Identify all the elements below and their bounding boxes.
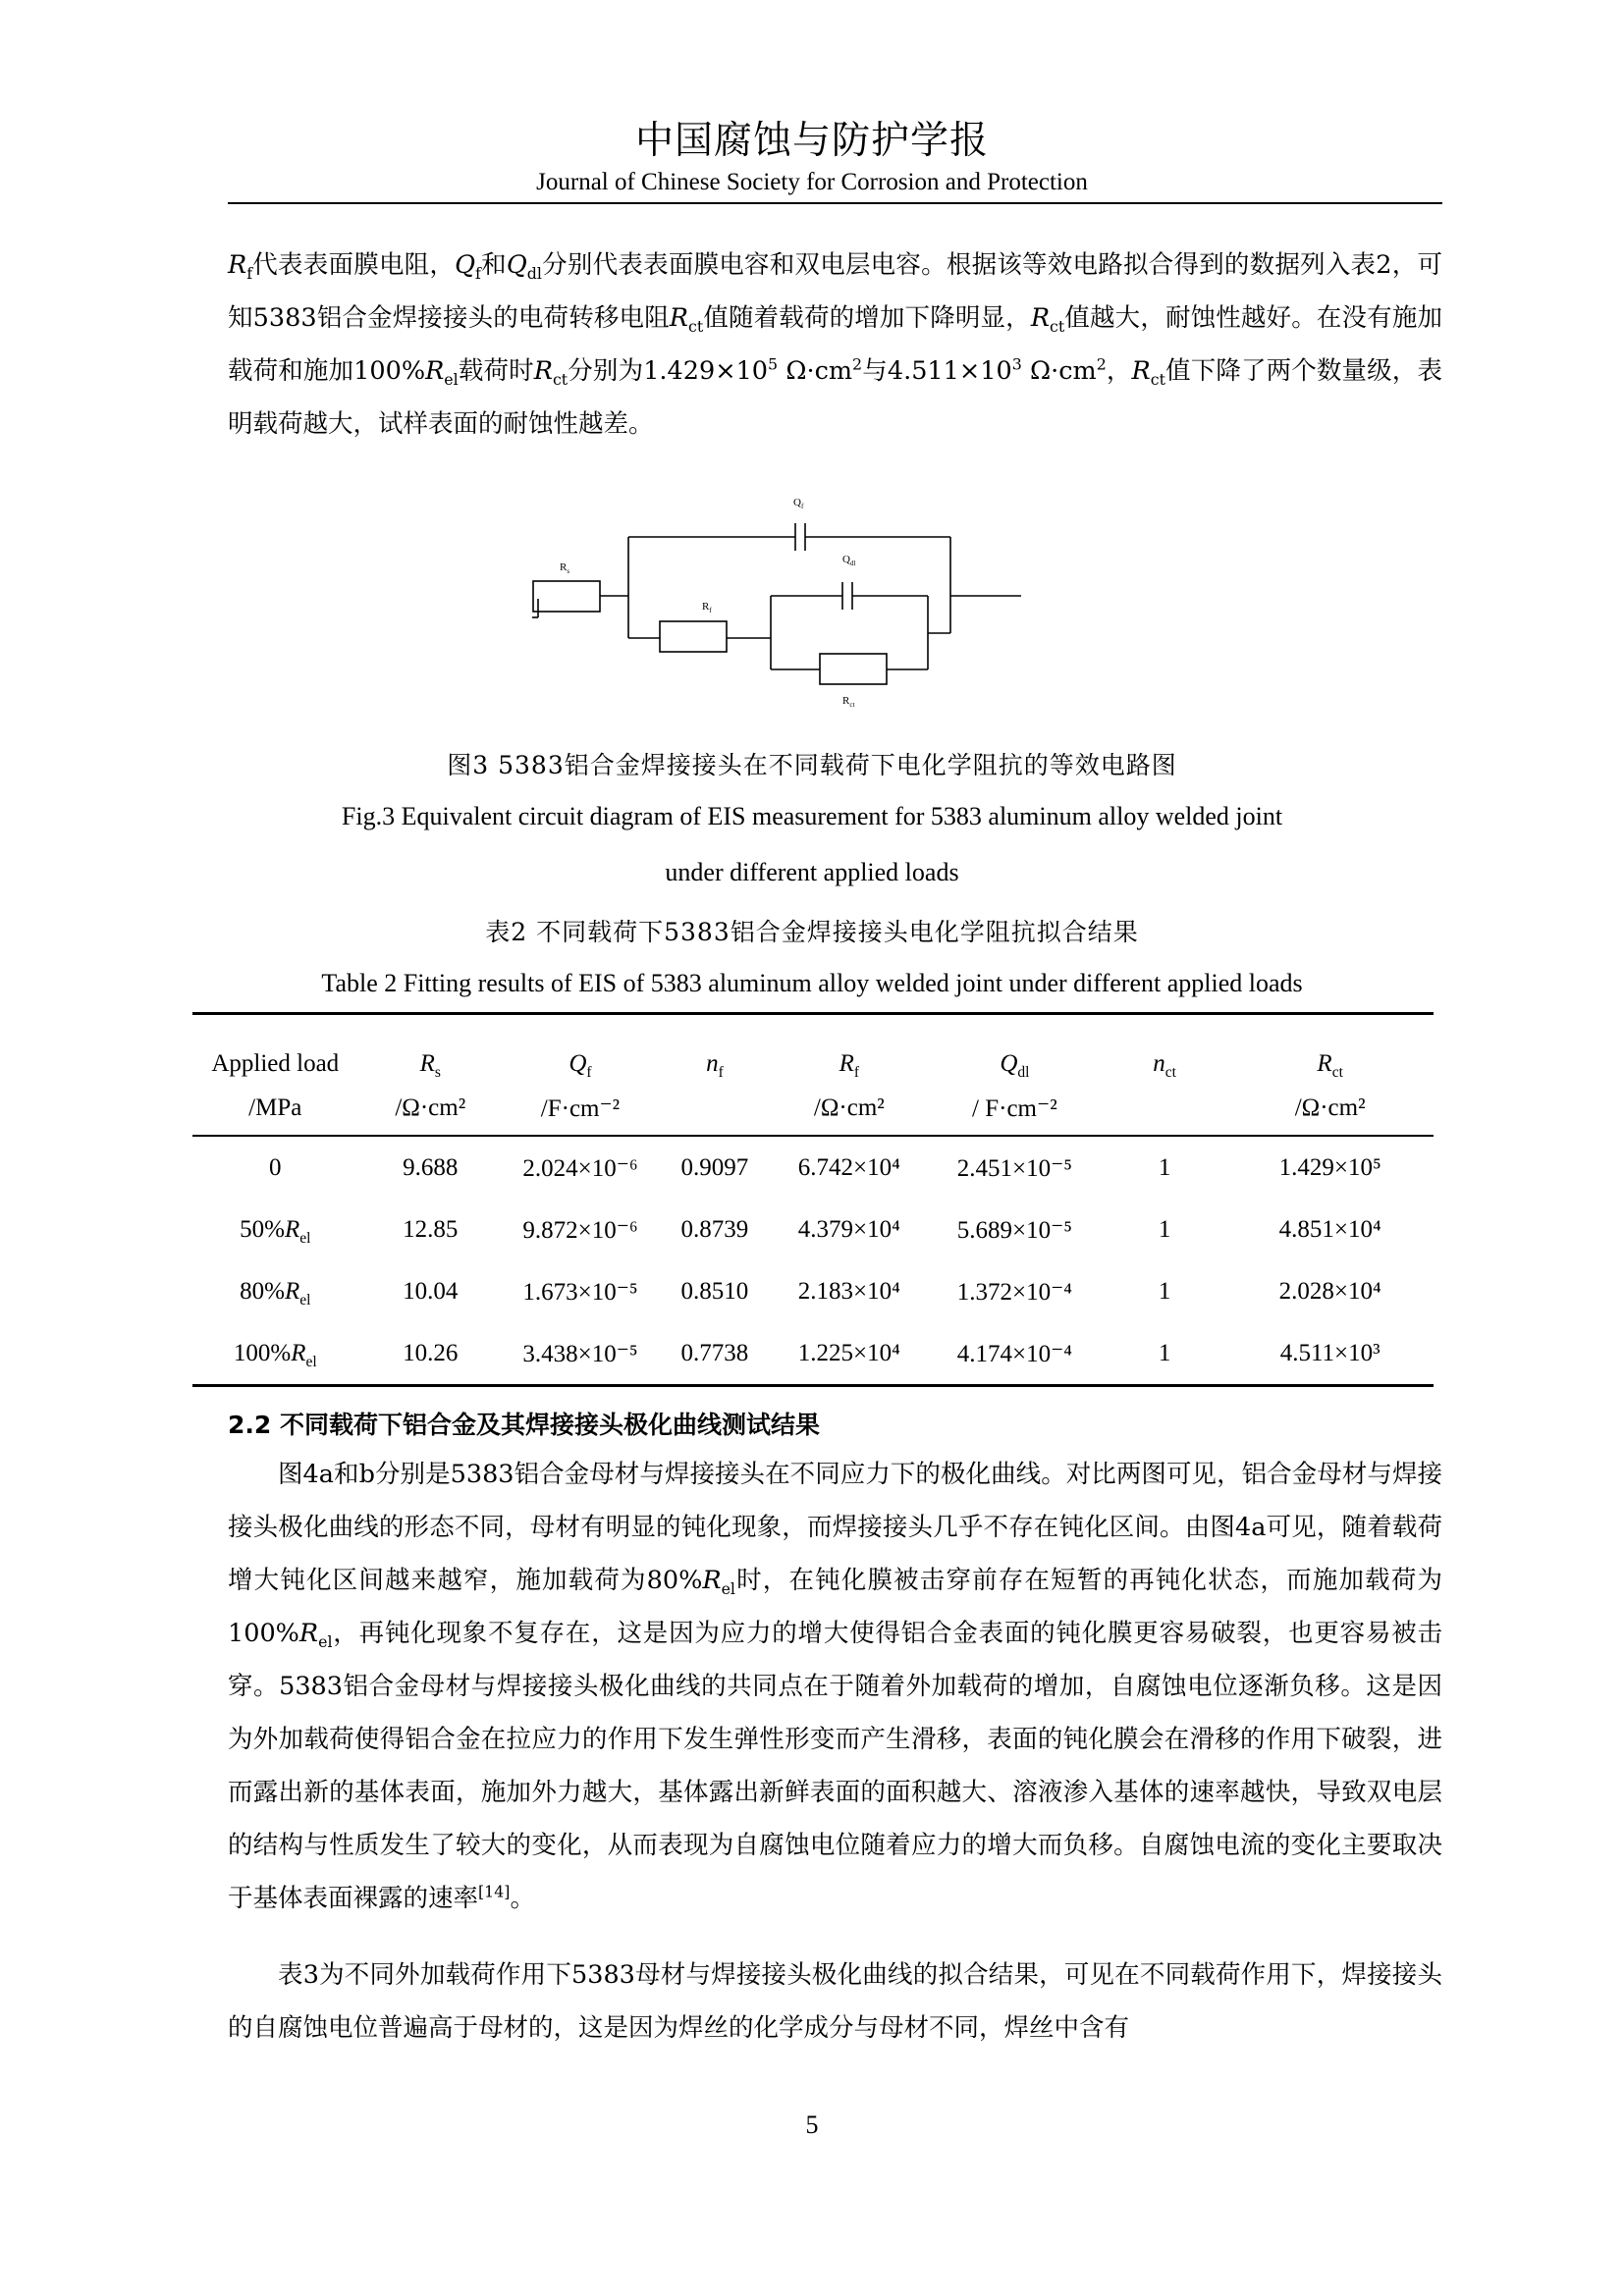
header-applied-load: Applied load [192,1014,358,1083]
table-row [192,1322,1434,1386]
exponent: 2 [852,354,863,374]
exponent: 5 [768,354,779,374]
figure-3-caption-cn: 图3 5383铝合金焊接接头在不同载荷下电化学阻抗的等效电路图 [447,751,1177,779]
header-qf: $Q_f$ [503,1014,658,1083]
header-rs: $R_s$ [358,1014,503,1083]
symbol-rel: R [425,356,445,386]
citation: [14] [478,1882,511,1901]
cell-nf: 0.9097 [680,1153,749,1181]
unit-cell: / F·cm⁻² [927,1082,1103,1136]
text-segment: 载荷时 [458,356,534,386]
cell-qdl: 1.372×10⁻⁴ [956,1278,1072,1306]
text-segment: ， [1106,356,1132,386]
header-qdl: $Q_{dl}$ [927,1014,1103,1083]
section-heading: 2.2 不同载荷下铝合金及其焊接接头极化曲线测试结果 [228,1411,820,1439]
header-rf: $R_f$ [772,1014,927,1083]
symbol-rel-sub: el [318,1632,333,1652]
resistor-rct [820,654,887,684]
cell-qf: 3.438×10⁻⁵ [503,1322,658,1386]
label-qdl: $Q_{dl}$ [842,554,856,567]
symbol-rf: R [228,250,247,280]
symbol-qf: Q [455,250,476,280]
page-number: 5 [805,2110,819,2139]
cell-nf: 0.7738 [658,1322,772,1386]
cell-rf: 6.742×10⁴ [797,1153,900,1181]
table-unit-row [192,1082,1434,1136]
cell-qdl: 2.451×10⁻⁵ [956,1154,1072,1182]
symbol-rel: R [702,1566,722,1595]
table-2-caption-en: Table 2 Fitting results of EIS of 5383 aluminum alloy welded joint under different applied loads [321,969,1303,997]
cell-rct: 4.511×10³ [1226,1322,1434,1386]
resistor-rf [660,621,727,652]
text-segment: 与4.511×10 [862,356,1012,386]
unit-cell [658,1082,772,1136]
text-segment: 时，在钝化膜被击穿前存在短暂的再钝化状态，而施加载荷为100% [228,1566,1442,1648]
table-header-row [192,1014,1434,1083]
cell-load: 0 [269,1153,282,1181]
symbol-rct-sub: ct [688,317,704,337]
symbol-qdl: Q [506,250,527,280]
paragraph-circuit-description [228,239,1442,451]
figure-3-caption-en-cont: under different applied loads [665,858,959,886]
symbol-rel-sub: el [721,1579,735,1599]
symbol-qf-sub: f [475,264,481,284]
symbol-rct-sub: ct [1150,370,1165,390]
text-segment: ，再钝化现象不复存在，这是因为应力的增大使得铝合金表面的钝化膜更容易破裂，也更容易被击穿。5383铝合金母材与焊接接头极化曲线的共同点在于随着外加载荷的增加，自腐蚀电位逐渐负移。这是因为外加载荷使得铝合金在拉应力的作用下发生弹性形变而产生滑移，表面的钝化膜会在滑移的作用下破裂，进而露出新的基体表面，施加外力越大，基体露出新鲜表面的面积越大、溶液渗入基体的速率越快，导致双电层的结构与性质发生了较大的变化，从而表现为自腐蚀电位随着应力的增大而负移。自腐蚀电流的变化主要取决于基体表面裸露的速率 [228,1619,1442,1913]
text-segment: 和 [480,250,507,280]
symbol-rct-sub: ct [552,370,568,390]
table-row [192,1260,1434,1322]
label-rf: $R_f$ [702,601,712,614]
unit-cell: /Ω·cm² [1226,1082,1434,1136]
label-qf: $Q_f$ [793,497,804,510]
header-rct: $R_{ct}$ [1226,1014,1434,1083]
cell-rf: 1.225×10⁴ [772,1322,927,1386]
table-2 [192,1012,1434,1387]
cell-nct: 1 [1158,1215,1171,1243]
table-row [192,1199,1434,1260]
text-segment: Ω·cm [778,356,853,386]
cell-rf: 4.379×10⁴ [797,1215,900,1243]
cell-rs: 10.26 [358,1322,503,1386]
text-segment: Ω·cm [1021,356,1097,386]
exponent: 2 [1096,354,1107,374]
cell-rct: 4.851×10⁴ [1278,1215,1381,1243]
cell-qf: 9.872×10⁻⁶ [522,1216,638,1244]
header-divider [228,202,1442,204]
journal-title-en: Journal of Chinese Society for Corrosion and Protection [536,169,1088,195]
label-rs: $R_s$ [560,561,570,575]
symbol-rct: R [669,303,688,333]
cell-load: $100\%R_{el}$ [192,1322,358,1386]
cell-nct: 1 [1158,1277,1171,1305]
cell-nct: 1 [1103,1322,1226,1386]
paragraph-polarization [228,1448,1442,1925]
cell-load: $80\%R_{el}$ [240,1277,311,1308]
cell-rs: 9.688 [403,1153,459,1181]
cell-qf: 2.024×10⁻⁶ [522,1154,638,1182]
exponent: 3 [1011,354,1022,374]
cell-nf: 0.8510 [680,1277,749,1305]
symbol-rct-sub: ct [1050,317,1065,337]
header-nf: $n_f$ [658,1014,772,1083]
table-2-caption-cn: 表2 不同载荷下5383铝合金焊接接头电化学阻抗拟合结果 [485,918,1139,946]
journal-title-cn: 中国腐蚀与防护学报 [634,119,989,163]
symbol-rel-sub: el [444,370,459,390]
cell-rs: 12.85 [403,1215,459,1243]
resistor-rs [533,581,600,612]
cell-load: $50\%R_{el}$ [240,1215,311,1247]
unit-cell [1103,1082,1226,1136]
text-segment: 值随着载荷的增加下降明显， [703,303,1031,333]
unit-cell: /Ω·cm² [358,1082,503,1136]
label-rct: $R_{ct}$ [842,695,855,709]
cell-rct: 1.429×10⁵ [1278,1153,1381,1181]
figure-3-caption-en: Fig.3 Equivalent circuit diagram of EIS measurement for 5383 aluminum alloy welded joint [341,802,1283,830]
text-segment: 分别为1.429×10 [568,356,769,386]
header-nct: $n_{ct}$ [1103,1014,1226,1083]
text-segment: 分别代表表面膜电容和双电层电容。根据该等效电路拟合得到的数据列入表2，可知5383铝合金焊接接头的电荷转移电阻 [228,250,1442,333]
cell-nf: 0.8739 [680,1215,749,1243]
text-segment: 。 [510,1884,535,1913]
paragraph-table3-intro: 表3为不同外加载荷作用下5383母材与焊接接头极化曲线的拟合结果，可见在不同载荷作用下，焊接接头的自腐蚀电位普遍高于母材的，这是因为焊丝的化学成分与母材不同，焊丝中含有 [228,1960,1442,2043]
text-segment: 代表表面膜电阻， [252,250,456,280]
text-segment: 图4a和b分别是5383铝合金母材与焊接接头在不同应力下的极化曲线。对比两图可见，铝合金母材与焊接接头极化曲线的形态不同，母材有明显的钝化现象，而焊接接头几乎不存在钝化区间。由图4a可见，随着载荷增大钝化区间越来越窄，施加载荷为80% [228,1460,1442,1595]
cell-qf: 1.673×10⁻⁵ [522,1278,638,1306]
symbol-qdl-sub: dl [526,264,542,284]
cell-qdl: 5.689×10⁻⁵ [956,1216,1072,1244]
text-segment: 值越大，耐蚀性越好。在没有施加载荷和施加100% [228,303,1442,386]
symbol-rf-sub: f [246,264,253,284]
table-row [192,1136,1434,1199]
unit-cell: /F·cm⁻² [503,1082,658,1136]
symbol-rct: R [533,356,553,386]
text-segment: 值下降了两个数量级，表明载荷越大，试样表面的耐蚀性越差。 [228,356,1442,439]
cell-rf: 2.183×10⁴ [797,1277,900,1305]
unit-cell: /MPa [192,1082,358,1136]
symbol-rct: R [1131,356,1151,386]
symbol-rel: R [298,1619,319,1648]
cell-rs: 10.04 [403,1277,459,1305]
unit-cell: /Ω·cm² [772,1082,927,1136]
equivalent-circuit-diagram [530,486,1031,717]
cell-nct: 1 [1158,1153,1171,1181]
cell-qdl: 4.174×10⁻⁴ [927,1322,1103,1386]
symbol-rct: R [1030,303,1051,333]
cell-rct: 2.028×10⁴ [1278,1277,1381,1305]
